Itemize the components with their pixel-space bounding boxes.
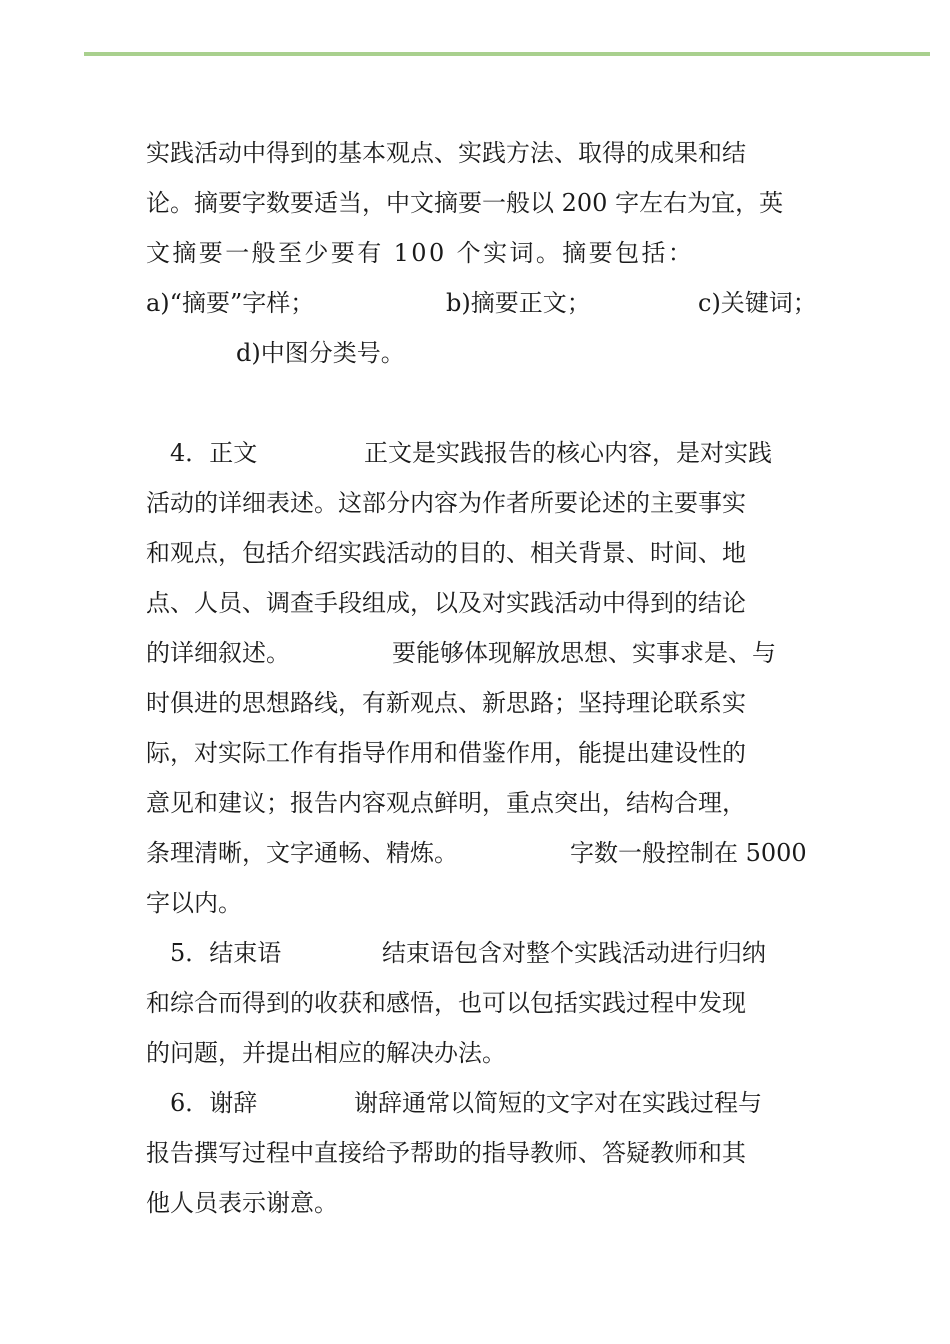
section-4-line: 际，对实际工作有指导作用和借鉴作用，能提出建设性的 — [146, 739, 746, 767]
abstract-item-a: a)“摘要”字样； — [146, 289, 315, 317]
abstract-item-b: b)摘要正文； — [446, 289, 591, 317]
section-4-line: 时俱进的思想路线，有新观点、新思路；坚持理论联系实 — [146, 689, 746, 717]
section-5-line: 和综合而得到的收获和感悟，也可以包括实践过程中发现 — [146, 989, 746, 1017]
section-4-line: 字以内。 — [146, 889, 242, 917]
header-rule — [84, 52, 930, 56]
abstract-line-1: 实践活动中得到的基本观点、实践方法、取得的成果和结 — [146, 139, 746, 167]
section-4-text: 要能够体现解放思想、实事求是、与 — [392, 639, 776, 667]
section-4-heading: 4．正文 — [170, 439, 258, 467]
section-4-text: 条理清晰，文字通畅、精炼。 — [146, 839, 458, 867]
section-4-text: 字数一般控制在 5000 — [570, 839, 807, 867]
section-5-line: 的问题，并提出相应的解决办法。 — [146, 1039, 506, 1067]
section-4-line: 活动的详细表述。这部分内容为作者所要论述的主要事实 — [146, 489, 746, 517]
abstract-item-d: d)中图分类号。 — [236, 339, 405, 367]
section-4-line — [146, 628, 816, 678]
section-4-line: 意见和建议；报告内容观点鲜明，重点突出，结构合理， — [146, 789, 746, 817]
section-4-line: 和观点，包括介绍实践活动的目的、相关背景、时间、地 — [146, 539, 746, 567]
abstract-item-c: c)关键词； — [698, 289, 817, 317]
abstract-items-row — [146, 278, 816, 328]
section-6-line-1 — [146, 1078, 816, 1128]
section-6-line: 报告撰写过程中直接给予帮助的指导教师、答疑教师和其 — [146, 1139, 746, 1167]
section-6-heading: 6．谢辞 — [170, 1089, 258, 1117]
section-4-line: 点、人员、调查手段组成，以及对实践活动中得到的结论 — [146, 589, 746, 617]
abstract-line-2: 论。摘要字数要适当，中文摘要一般以 200 字左右为宜，英 — [146, 189, 784, 217]
section-4-line — [146, 828, 816, 878]
section-4-text: 的详细叙述。 — [146, 639, 290, 667]
abstract-line-3: 文摘要一般至少要有 100 个实词。摘要包括： — [146, 239, 695, 267]
section-6-text: 谢辞通常以简短的文字对在实践过程与 — [354, 1089, 762, 1117]
section-5-text: 结束语包含对整个实践活动进行归纳 — [382, 939, 766, 967]
section-5-line-1 — [146, 928, 816, 978]
section-4-text: 正文是实践报告的核心内容，是对实践 — [364, 439, 772, 467]
section-5-heading: 5．结束语 — [170, 939, 282, 967]
section-6-line: 他人员表示谢意。 — [146, 1189, 338, 1217]
document-body — [146, 128, 816, 1228]
section-4-line-1 — [146, 428, 816, 478]
